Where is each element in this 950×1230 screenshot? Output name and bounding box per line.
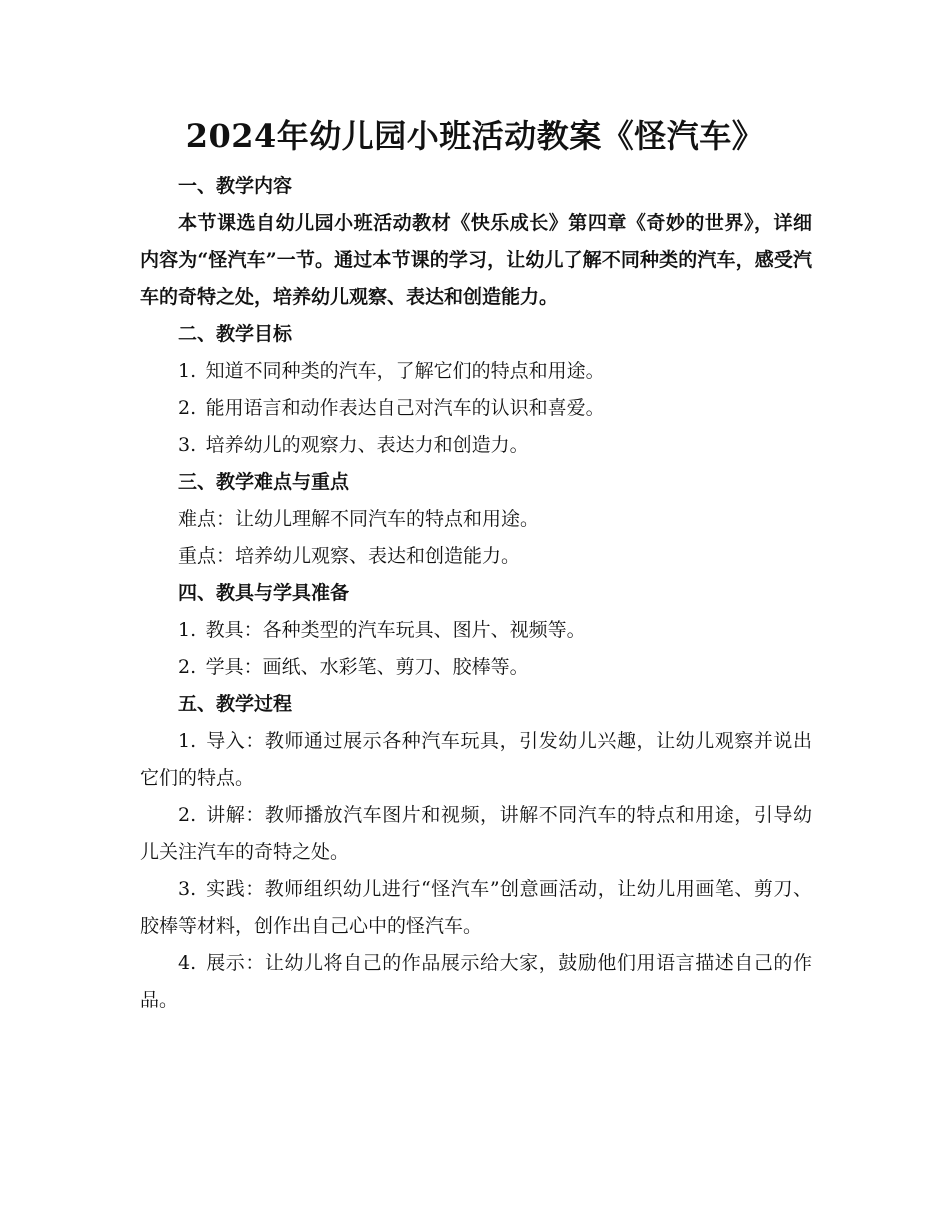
item-number: 2. bbox=[178, 804, 197, 826]
difficulty-line: 难点：让幼儿理解不同汽车的特点和用途。 bbox=[178, 508, 540, 530]
item-number: 3. bbox=[178, 878, 197, 900]
item-number: 1. bbox=[178, 360, 197, 382]
item-text: 培养幼儿的观察力、表达力和创造力。 bbox=[205, 434, 529, 456]
item-text: 学具：画纸、水彩笔、剪刀、胶棒等。 bbox=[205, 656, 529, 678]
item-text: 能用语言和动作表达自己对汽车的认识和喜爱。 bbox=[205, 397, 605, 419]
content-paragraph: 本节课选自幼儿园小班活动教材《快乐成长》第四章《奇妙的世界》，详细内容为“怪汽车”一节。通过本节课的学习，让幼儿了解不同种类的汽车，感受汽车的奇特之处，培养幼儿观察、表达和创造能力。 bbox=[140, 212, 812, 308]
item-text: 展示：让幼儿将自己的作品展示给大家，鼓励他们用语言描述自己的作品。 bbox=[140, 952, 812, 1011]
process-step bbox=[140, 723, 812, 797]
section-heading-objectives: 二、教学目标 bbox=[178, 323, 293, 345]
process-step bbox=[140, 871, 812, 945]
key-point-line: 重点：培养幼儿观察、表达和创造能力。 bbox=[178, 545, 521, 567]
item-number: 1. bbox=[178, 619, 197, 641]
item-number: 2. bbox=[178, 397, 197, 419]
process-step bbox=[140, 797, 812, 871]
item-number: 2. bbox=[178, 656, 197, 678]
item-number: 1. bbox=[178, 730, 197, 752]
section-heading-materials: 四、教具与学具准备 bbox=[178, 582, 350, 604]
section-heading-process: 五、教学过程 bbox=[178, 693, 293, 715]
section-heading-content: 一、教学内容 bbox=[178, 175, 293, 197]
item-text: 实践：教师组织幼儿进行“怪汽车”创意画活动，让幼儿用画笔、剪刀、胶棒等材料，创作出自己心中的怪汽车。 bbox=[140, 878, 812, 937]
materials-item bbox=[140, 612, 812, 649]
item-text: 讲解：教师播放汽车图片和视频，讲解不同汽车的特点和用途，引导幼儿关注汽车的奇特之处。 bbox=[140, 804, 812, 863]
section-heading-focus: 三、教学难点与重点 bbox=[178, 471, 350, 493]
item-text: 教具：各种类型的汽车玩具、图片、视频等。 bbox=[205, 619, 586, 641]
document-title: 2024年幼儿园小班活动教案《怪汽车》 bbox=[185, 117, 765, 155]
objective-item bbox=[140, 390, 812, 427]
materials-item bbox=[140, 649, 812, 686]
item-text: 导入：教师通过展示各种汽车玩具，引发幼儿兴趣，让幼儿观察并说出它们的特点。 bbox=[140, 730, 812, 789]
item-number: 3. bbox=[178, 434, 197, 456]
process-step bbox=[140, 945, 812, 1019]
item-number: 4. bbox=[178, 952, 197, 974]
objective-item bbox=[140, 353, 812, 390]
item-text: 知道不同种类的汽车，了解它们的特点和用途。 bbox=[205, 360, 605, 382]
objective-item bbox=[140, 427, 812, 464]
document-body bbox=[140, 168, 812, 1019]
